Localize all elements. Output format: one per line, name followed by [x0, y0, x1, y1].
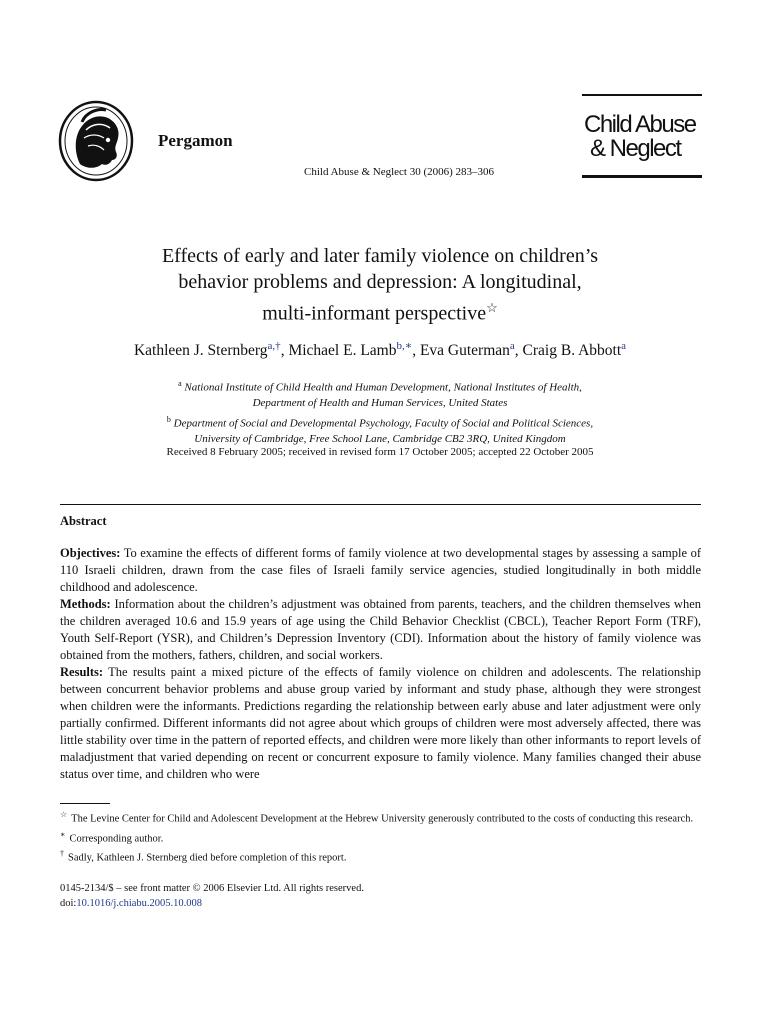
author-affiliation-link[interactable]: a,† [267, 340, 281, 352]
author-affiliation-link[interactable]: a [621, 340, 627, 352]
copyright-line: 0145-2134/$ – see front matter © 2006 Elsevier Ltd. All rights reserved. [60, 883, 364, 894]
received-dates: Received 8 February 2005; received in revised form 17 October 2005; accepted 22 October 2005 [166, 446, 594, 458]
footnote-mark: ☆ [60, 810, 68, 819]
author [288, 342, 420, 359]
article-title [60, 243, 700, 327]
abstract-body [60, 545, 701, 783]
journal-title [582, 96, 702, 175]
footnote [60, 846, 701, 866]
divider [60, 504, 701, 505]
author-name: Kathleen J. Sternberg [133, 342, 268, 360]
journal-title-line2: & Neglect [590, 135, 681, 162]
title-line1: Effects of early and later family violence on children’s [161, 245, 599, 267]
title-line3: multi-informant perspective [262, 302, 487, 325]
footnote-text: Sadly, Kathleen J. Sternberg died before completion of this report. [68, 852, 347, 864]
affiliation-line: University of Cambridge, Free School Lane, Cambridge CB2 3RQ, United Kingdom [194, 432, 566, 445]
author [523, 342, 627, 359]
author-affiliation-link[interactable]: a [509, 340, 515, 352]
footnote [60, 807, 701, 827]
footnote-text: The Levine Center for Child and Adolescent Development at the Hebrew University generously contributed to the costs of conducting this research. [71, 813, 694, 825]
author-name: Michael E. Lamb [288, 342, 397, 360]
doi-prefix: doi: [60, 898, 77, 909]
author [420, 342, 523, 359]
title-line3-wrap [60, 295, 700, 327]
doi-line [60, 896, 364, 911]
affiliation-mark: a [178, 379, 182, 388]
affiliation [60, 376, 700, 396]
abstract-heading: Abstract [60, 514, 107, 528]
affiliation-line: Department of Health and Human Services, United States [252, 397, 508, 410]
section-text: The results paint a mixed picture of the effects of family violence on children and adolescents. The relationship between concurrent behavior problems and abuse group varied by informant and study phase, although they were strongest when children were the informants. Predictions regarding the relationship between early abuse and later adjustment were only partially confirmed. Different informants did not agree about which groups of children were most adversely affected, there was little stability over time in the pattern of reported effects, and children were more likely than other informants to report levels of maladjustment that varied depending on recent or concurrent exposure to family violence. Many families changed their abuse status over time, and children who were [60, 665, 701, 781]
affiliation-line: Department of Social and Developmental Psychology, Faculty of Social and Political Sciences, [173, 417, 594, 430]
footnote-divider [60, 803, 110, 804]
author-name: Craig B. Abbott [522, 342, 622, 360]
publisher-name: Pergamon [158, 131, 233, 150]
author-separator: , [412, 342, 420, 360]
author-separator: , [280, 342, 289, 360]
author-name: Eva Guterman [419, 342, 510, 360]
affiliation [60, 412, 700, 432]
journal-citation: Child Abuse & Neglect 30 (2006) 283–306 [304, 166, 495, 178]
footnote [60, 827, 701, 847]
footnote-text: Corresponding author. [69, 833, 164, 844]
section-label: Results: [60, 665, 104, 679]
page-footer [60, 881, 364, 911]
footnote-mark: † [60, 849, 64, 858]
doi-link[interactable]: 10.1016/j.chiabu.2005.10.008 [76, 898, 203, 909]
journal-masthead [582, 94, 702, 178]
journal-title-line1: Child Abuse [584, 111, 696, 138]
section-text: Information about the children’s adjustment was obtained from parents, teachers, and the children themselves when the children averaged 10.6 and 15.9 years of age using the Child Behavior Checklist (CBCL), Teacher Report Form (TRF), Youth Self-Report (YSR), and Children’s Depression Inventory (CDI). Information about the history of family violence was obtained from the mothers, fathers, children, and social workers. [60, 597, 701, 662]
affiliation-line: National Institute of Child Health and Human Development, National Institutes of Health, [184, 381, 582, 394]
author-affiliation-link[interactable]: b,∗ [396, 340, 413, 352]
section-label: Methods: [60, 597, 111, 611]
abstract-section-objectives [60, 545, 701, 596]
affiliation-mark: b [166, 414, 171, 424]
abstract-section-methods [60, 596, 701, 664]
masthead-bottom-rule [582, 175, 702, 178]
author [134, 342, 288, 359]
section-label: Objectives: [60, 546, 121, 560]
title-footnote-mark[interactable]: ☆ [486, 300, 498, 315]
author-separator: , [514, 342, 523, 360]
author-list [60, 339, 700, 360]
pergamon-logo [58, 100, 134, 182]
title-line2: behavior problems and depression: A longitudinal, [178, 271, 582, 293]
affiliations [60, 376, 700, 447]
footnote-mark: ∗ [60, 829, 66, 839]
footnotes [60, 807, 701, 866]
abstract-section-results [60, 664, 701, 783]
helmet-head-icon [58, 100, 134, 182]
section-text: To examine the effects of different forms of family violence at two developmental stages by assessing a sample of 110 Israeli children, drawn from the case files of Israeli family service agencies, studied longitudinally in both middle childhood and adolescence. [60, 546, 701, 594]
